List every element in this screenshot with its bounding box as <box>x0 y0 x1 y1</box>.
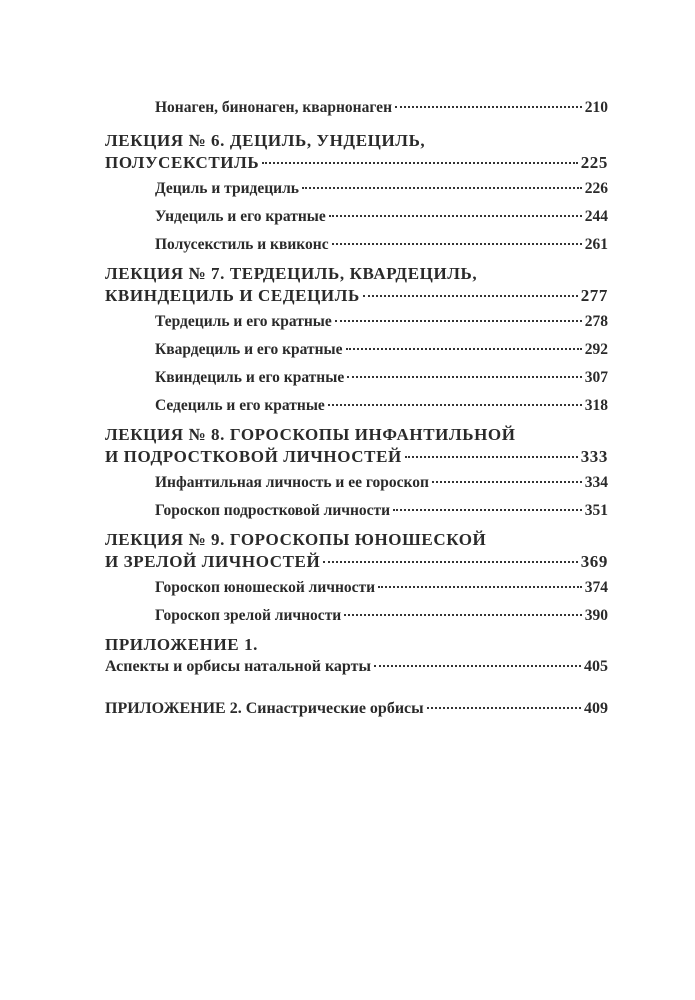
dot-leader <box>302 187 582 189</box>
toc-entry-title: Ундециль и его кратные <box>155 208 326 225</box>
dot-leader <box>347 376 582 378</box>
toc-page-number: 369 <box>580 552 608 571</box>
toc-entry[interactable] <box>105 396 608 416</box>
dot-leader <box>363 295 578 297</box>
toc-entry[interactable] <box>105 368 608 388</box>
dot-leader <box>328 404 582 406</box>
dot-leader <box>378 586 582 588</box>
toc-entry-title: Дециль и тридециль <box>155 180 299 197</box>
appendix-2-entry[interactable] <box>105 698 608 720</box>
dot-leader <box>346 348 582 350</box>
toc-page-number: 210 <box>584 99 608 116</box>
lecture-8-block <box>105 424 608 521</box>
toc-entry-title: Полусекстиль и квиконс <box>155 236 329 253</box>
toc-entry[interactable] <box>105 179 608 199</box>
toc-page-number: 334 <box>584 474 608 491</box>
dot-leader <box>329 215 582 217</box>
dot-leader <box>374 665 581 667</box>
toc-entry-title: Тердециль и его кратные <box>155 313 332 330</box>
toc-entry-title: Квардециль и его кратные <box>155 341 343 358</box>
toc-entry-title: Квиндециль и его кратные <box>155 369 345 386</box>
dot-leader <box>332 243 582 245</box>
appendix-1-entry[interactable] <box>105 656 608 678</box>
toc-page-number: 244 <box>584 208 608 225</box>
dot-leader <box>427 707 581 709</box>
toc-page-number: 277 <box>580 286 608 305</box>
toc-page-number: 225 <box>580 153 608 172</box>
lecture-8-heading-line1: ЛЕКЦИЯ № 8. ГОРОСКОПЫ ИНФАНТИЛЬНОЙ <box>105 425 516 444</box>
toc-page-number: 261 <box>584 236 608 253</box>
appendix-2-title: ПРИЛОЖЕНИЕ 2. Синастрические орбисы <box>105 700 424 717</box>
toc-page-number: 307 <box>584 369 608 386</box>
toc-page-number: 351 <box>584 502 608 519</box>
toc-entry-title: Инфантильная личность и ее гороскоп <box>155 474 429 491</box>
toc-entry-title: Гороскоп зрелой личности <box>155 607 342 624</box>
toc-entry[interactable] <box>105 207 608 227</box>
toc-entry[interactable] <box>105 235 608 255</box>
appendix-1-heading: ПРИЛОЖЕНИЕ 1. <box>105 635 259 654</box>
toc-page-number: 226 <box>584 180 608 197</box>
lecture-9-heading-line1: ЛЕКЦИЯ № 9. ГОРОСКОПЫ ЮНОШЕСКОЙ <box>105 530 487 549</box>
lecture-9-block <box>105 529 608 626</box>
toc-entry[interactable] <box>105 312 608 332</box>
toc-entry-title: Нонаген, бинонаген, кварнонаген <box>155 99 392 116</box>
lecture-6-heading-line1: ЛЕКЦИЯ № 6. ДЕЦИЛЬ, УНДЕЦИЛЬ, <box>105 131 426 150</box>
dot-leader <box>405 456 578 458</box>
lecture-6-heading[interactable] <box>105 152 608 174</box>
toc-entry-title: Гороскоп юношеской личности <box>155 579 376 596</box>
toc-entry[interactable] <box>105 578 608 598</box>
dot-leader <box>344 614 582 616</box>
toc-entry-title: Гороскоп подростковой личности <box>155 502 391 519</box>
toc-page-number: 333 <box>580 447 608 466</box>
appendix-1-title: Аспекты и орбисы натальной карты <box>105 658 371 675</box>
toc-entry[interactable] <box>105 340 608 360</box>
lecture-9-heading-line2: И ЗРЕЛОЙ ЛИЧНОСТЕЙ <box>105 552 321 571</box>
dot-leader <box>432 481 582 483</box>
toc-page-number: 292 <box>584 341 608 358</box>
lecture-6-heading-line2: ПОЛУСЕКСТИЛЬ <box>105 153 260 172</box>
toc-entry[interactable] <box>105 473 608 493</box>
lecture-7-heading[interactable] <box>105 285 608 307</box>
lecture-7-heading-line1: ЛЕКЦИЯ № 7. ТЕРДЕЦИЛЬ, КВАРДЕЦИЛЬ, <box>105 264 478 283</box>
toc-entry[interactable] <box>105 606 608 626</box>
toc-page-number: 409 <box>584 700 608 717</box>
lecture-9-heading[interactable] <box>105 551 608 573</box>
dot-leader <box>395 106 582 108</box>
toc-entry-nonagen[interactable] <box>105 98 608 118</box>
dot-leader <box>323 561 577 563</box>
lecture-6-block <box>105 130 608 255</box>
toc-page-number: 405 <box>584 658 608 675</box>
toc-page-number: 278 <box>584 313 608 330</box>
table-of-contents <box>105 98 608 720</box>
lecture-8-heading[interactable] <box>105 446 608 468</box>
toc-entry[interactable] <box>105 501 608 521</box>
appendix-1-block <box>105 634 608 678</box>
dot-leader <box>262 162 577 164</box>
toc-entry-title: Седециль и его кратные <box>155 397 325 414</box>
lecture-7-block <box>105 263 608 416</box>
dot-leader <box>393 509 582 511</box>
toc-page-number: 390 <box>584 607 608 624</box>
lecture-8-heading-line2: И ПОДРОСТКОВОЙ ЛИЧНОСТЕЙ <box>105 447 402 466</box>
toc-page-number: 374 <box>584 579 608 596</box>
dot-leader <box>335 320 582 322</box>
lecture-7-heading-line2: КВИНДЕЦИЛЬ И СЕДЕЦИЛЬ <box>105 286 360 305</box>
toc-page-number: 318 <box>584 397 608 414</box>
